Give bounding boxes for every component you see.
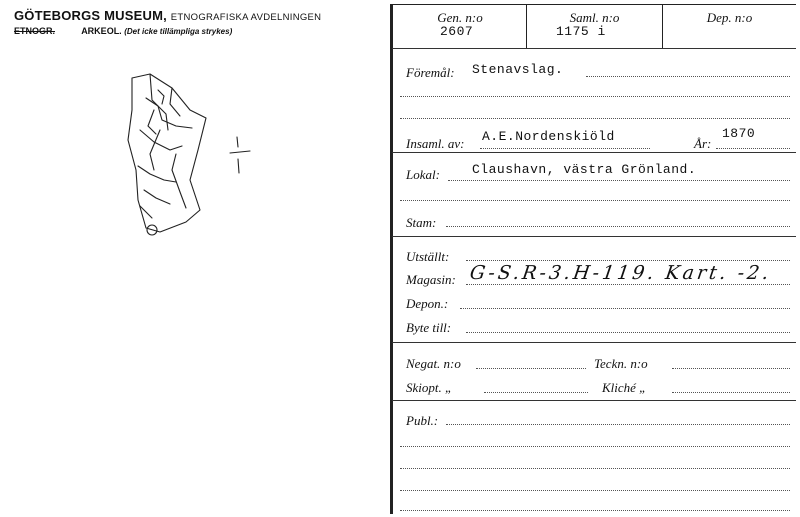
bytetill-label: Byte till: bbox=[406, 320, 452, 335]
dotline bbox=[400, 118, 790, 119]
dotline bbox=[400, 468, 790, 469]
dotline bbox=[466, 332, 790, 333]
kliche-label: Kliché „ bbox=[602, 380, 647, 395]
card-left-border bbox=[390, 4, 393, 514]
ar-label: År: bbox=[694, 136, 712, 151]
magasin-value: G-S.R-3.H-119. Kart. -2. bbox=[468, 262, 773, 284]
dotline bbox=[466, 284, 790, 285]
dotline bbox=[400, 490, 790, 491]
dotline bbox=[448, 180, 790, 181]
dotline bbox=[400, 510, 790, 511]
dotline bbox=[480, 148, 650, 149]
section-border bbox=[392, 236, 796, 237]
foremal-dotline bbox=[586, 76, 790, 77]
lokal-value: Claushavn, västra Grönland. bbox=[472, 162, 697, 177]
dotline bbox=[446, 424, 790, 425]
dotline bbox=[400, 96, 790, 97]
lokal-label: Lokal: bbox=[406, 167, 440, 182]
strike-note: (Det icke tillämpliga strykes) bbox=[124, 27, 233, 36]
foremal-value: Stenavslag. bbox=[472, 62, 564, 77]
header-row-border bbox=[392, 48, 796, 49]
ar-value: 1870 bbox=[722, 126, 756, 141]
depon-label: Depon.: bbox=[406, 296, 449, 311]
dotline bbox=[400, 446, 790, 447]
dotline bbox=[672, 368, 790, 369]
dotline bbox=[672, 392, 790, 393]
negat-label: Negat. n:o bbox=[406, 356, 461, 371]
dep-no-label: Dep. n:o bbox=[706, 10, 753, 25]
card-top-border bbox=[392, 4, 796, 5]
category-line bbox=[14, 26, 232, 36]
museum-name: GÖTEBORGS MUSEUM, bbox=[14, 8, 167, 23]
dotline bbox=[476, 368, 586, 369]
gen-no-value: 2607 bbox=[440, 24, 474, 39]
skiopt-label: Skiopt. „ bbox=[406, 380, 453, 395]
dotline bbox=[716, 148, 790, 149]
section-border bbox=[392, 152, 796, 153]
stone-flake-sketch-icon bbox=[110, 70, 220, 250]
ethno-struck-label: ETNOGR. bbox=[14, 26, 56, 36]
dotline bbox=[446, 226, 790, 227]
scale-mark-icon bbox=[228, 133, 252, 177]
archaeology-label: ARKEOL. bbox=[81, 26, 122, 36]
magasin-label: Magasin: bbox=[406, 272, 456, 287]
department-name: ETNOGRAFISKA AVDELNINGEN bbox=[170, 12, 322, 23]
saml-no-value: 1175 i bbox=[556, 24, 606, 39]
teckn-label: Teckn. n:o bbox=[594, 356, 648, 371]
museum-header bbox=[14, 8, 321, 23]
section-border bbox=[392, 400, 796, 401]
dotline bbox=[466, 260, 790, 261]
publ-label: Publ.: bbox=[406, 413, 439, 428]
dotline bbox=[400, 200, 790, 201]
insaml-value: A.E.Nordenskiöld bbox=[482, 129, 615, 144]
dotline bbox=[484, 392, 588, 393]
utstallt-label: Utställt: bbox=[406, 249, 450, 264]
saml-no-label: Saml. n:o bbox=[569, 10, 620, 25]
stam-label: Stam: bbox=[406, 215, 437, 230]
insaml-label: Insaml. av: bbox=[406, 136, 465, 151]
section-border bbox=[392, 342, 796, 343]
gen-no-label: Gen. n:o bbox=[437, 10, 483, 25]
dotline bbox=[460, 308, 790, 309]
foremal-label: Föremål: bbox=[406, 65, 455, 80]
